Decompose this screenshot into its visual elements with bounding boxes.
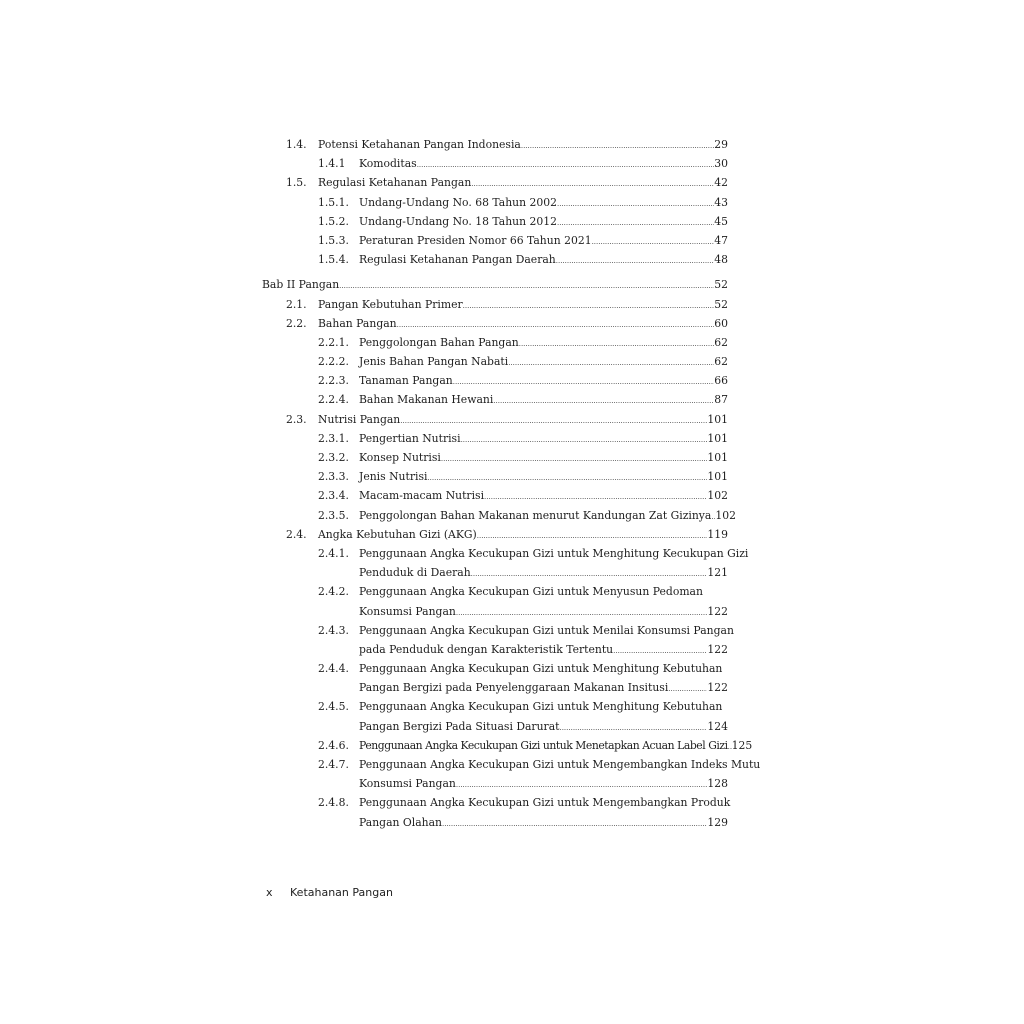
toc-entry-continuation (262, 717, 728, 736)
toc-entry-number: 1.4. (286, 138, 307, 151)
toc-entry-title: Bab II Pangan (262, 278, 340, 292)
toc-entry-page: 102 (715, 508, 736, 522)
dot-leader (559, 717, 707, 738)
toc-entry-page: 121 (707, 566, 728, 580)
toc-entry-number: 2.4.3. (318, 623, 349, 637)
toc-entry-number: 2.2.1. (318, 335, 349, 349)
toc-entry (262, 467, 728, 486)
toc-entry-page: 42 (714, 176, 728, 190)
toc-entry-page: 29 (714, 138, 728, 151)
toc-entry (262, 448, 728, 467)
toc-entry-page: 60 (714, 316, 728, 330)
toc-entry-number: 2.4.2. (318, 585, 349, 599)
toc-entry-title: Pangan Kebutuhan Primer (318, 297, 463, 311)
toc-entry-page: 122 (707, 604, 728, 618)
toc-entry-number: 2.3.2. (318, 451, 349, 464)
toc-entry-number: 2.2.2. (318, 355, 349, 369)
toc-entry-number: 2.4.8. (318, 796, 349, 810)
toc-entry-title: Penggunaan Angka Kecukupan Gizi untuk Menilai Konsumsi Pangan (359, 623, 734, 637)
toc-entry-title: Nutrisi Pangan (318, 412, 401, 426)
dot-leader (339, 275, 714, 296)
toc-entry (262, 621, 734, 640)
toc-entry (262, 212, 728, 231)
toc-entry-title: Penggunaan Angka Kecukupan Gizi untuk Mengembangkan Indeks Mutu (359, 758, 761, 771)
toc-entry-title: Bahan Pangan (318, 316, 397, 330)
toc-entry-number: 2.4.4. (318, 662, 349, 676)
toc-entry (262, 544, 749, 563)
toc-entry-title: Regulasi Ketahanan Pangan Daerah (359, 253, 556, 267)
dot-leader (453, 371, 715, 392)
toc-entry-title: Regulasi Ketahanan Pangan (318, 176, 472, 190)
toc-entry-page: 47 (714, 233, 728, 247)
dot-leader (613, 640, 707, 661)
book-title: Ketahanan Pangan (290, 886, 393, 899)
dot-leader (400, 410, 707, 431)
dot-leader (477, 525, 708, 546)
toc-entry-number: 2.4.1. (318, 546, 349, 560)
toc-entry-title: Penggunaan Angka Kecukupan Gizi untuk Menghitung Kebutuhan (359, 700, 723, 714)
toc-entry-number: 2.3. (286, 412, 307, 426)
toc-entry-title-continued: Pangan Bergizi pada Penyelenggaraan Makanan Insitusi (359, 681, 669, 695)
toc-entry-title: Potensi Ketahanan Pangan Indonesia (318, 138, 521, 151)
toc-entry-continuation (262, 678, 728, 697)
toc-entry-page: 101 (707, 412, 728, 426)
toc-entry-title: Komoditas (359, 157, 417, 171)
toc-entry-title: Penggunaan Angka Kecukupan Gizi untuk Menghitung Kecukupan Gizi (359, 546, 749, 560)
toc-entry-continuation (262, 813, 728, 832)
toc-entry (262, 295, 728, 314)
toc-entry-title: Jenis Nutrisi (359, 470, 428, 484)
toc-entry-title-continued: Penduduk di Daerah (359, 566, 471, 580)
toc-entry-title: Penggunaan Angka Kecukupan Gizi untuk Menghitung Kebutuhan (359, 662, 723, 676)
dot-leader (442, 813, 707, 834)
toc-entry-number: 2.4.5. (318, 700, 349, 714)
toc-entry (262, 793, 731, 812)
toc-entry-title: Undang-Undang No. 18 Tahun 2012 (359, 214, 557, 228)
toc-entry-page: 62 (714, 355, 728, 369)
toc-entry-title-continued: Konsumsi Pangan (359, 604, 456, 618)
table-of-contents (262, 135, 761, 832)
toc-entry (262, 173, 728, 192)
toc-entry (262, 275, 728, 294)
dot-leader (521, 135, 714, 156)
toc-entry-page: 30 (714, 157, 728, 171)
toc-entry (262, 314, 728, 333)
toc-entry (262, 154, 728, 173)
toc-entry-continuation (262, 563, 728, 582)
toc-entry-number: 1.5.2. (318, 214, 349, 228)
toc-entry-number: 2.4. (286, 527, 307, 541)
toc-entry-page: 125 (731, 738, 753, 752)
toc-entry-page: 122 (707, 681, 728, 695)
dot-leader (493, 390, 714, 411)
toc-entry (262, 755, 761, 774)
dot-leader (456, 774, 708, 795)
toc-entry (262, 697, 728, 716)
toc-entry-number: 1.4.1 (318, 157, 346, 171)
toc-entry (262, 352, 728, 371)
toc-entry (262, 582, 728, 601)
dot-leader (668, 678, 707, 699)
toc-entry-number: 2.3.1. (318, 431, 349, 445)
toc-entry (262, 333, 728, 352)
toc-entry (262, 506, 736, 525)
toc-entry-page: 101 (707, 451, 728, 464)
toc-entry-number: 1.5.4. (318, 253, 349, 267)
toc-entry-page: 52 (714, 278, 728, 292)
dot-leader (463, 295, 715, 316)
toc-entry-title-continued: Pangan Bergizi Pada Situasi Darurat (359, 719, 560, 733)
toc-entry-page: 48 (714, 253, 728, 267)
toc-entry-title-continued: Konsumsi Pangan (359, 777, 456, 791)
toc-entry (262, 371, 728, 390)
toc-entry-title: Penggolongan Bahan Makanan menurut Kandungan Zat Gizinya (359, 508, 712, 522)
toc-entry (262, 736, 753, 755)
dot-leader (427, 467, 707, 488)
toc-entry-number: 2.3.5. (318, 508, 349, 522)
toc-entry-title: Jenis Bahan Pangan Nabati (359, 355, 509, 369)
toc-entry-page: 66 (714, 374, 728, 388)
toc-entry (262, 525, 728, 544)
dot-leader (519, 333, 715, 354)
toc-entry-number: 1.5.1. (318, 195, 349, 209)
toc-entry-title-continued: pada Penduduk dengan Karakteristik Tertentu (359, 642, 614, 656)
toc-entry-title: Macam-macam Nutrisi (359, 489, 485, 503)
toc-entry-title: Penggolongan Bahan Pangan (359, 335, 519, 349)
toc-entry-page: 52 (714, 297, 728, 311)
dot-leader (557, 193, 714, 214)
toc-entry-title-continued: Pangan Olahan (359, 815, 442, 829)
toc-entry (262, 250, 728, 269)
dot-leader (397, 314, 715, 335)
toc-entry-page: 128 (707, 777, 728, 791)
toc-entry-continuation (262, 774, 728, 793)
dot-leader (417, 154, 715, 175)
toc-entry-title: Konsep Nutrisi (359, 451, 441, 464)
page-number: x (266, 886, 273, 899)
toc-entry-number: 2.3.4. (318, 489, 349, 503)
toc-entry-title: Peraturan Presiden Nomor 66 Tahun 2021 (359, 233, 592, 247)
dot-leader (456, 602, 708, 623)
page-footer (266, 886, 393, 899)
toc-entry-number: 2.4.7. (318, 758, 349, 771)
toc-entry-title: Penggunaan Angka Kecukupan Gizi untuk Mengembangkan Produk (359, 796, 731, 810)
toc-entry (262, 429, 728, 448)
toc-entry-continuation (262, 640, 728, 659)
toc-entry-number: 2.2.3. (318, 374, 349, 388)
toc-entry (262, 486, 728, 505)
toc-entry-title: Penggunaan Angka Kecukupan Gizi untuk Menetapkan Acuan Label Gizi (359, 738, 728, 752)
toc-entry-number: 2.1. (286, 297, 307, 311)
toc-entry-title: Angka Kebutuhan Gizi (AKG) (318, 527, 477, 541)
dot-leader (508, 352, 714, 373)
toc-entry-page: 87 (714, 393, 728, 407)
toc-entry-number: 2.2.4. (318, 393, 349, 407)
toc-entry-page: 101 (707, 431, 728, 445)
toc-entry-page: 122 (707, 642, 728, 656)
toc-entry (262, 231, 728, 250)
toc-entry (262, 135, 728, 154)
toc-entry-number: 1.5.3. (318, 233, 349, 247)
toc-entry-page: 62 (714, 335, 728, 349)
dot-leader (441, 448, 708, 469)
toc-entry-continuation (262, 602, 728, 621)
toc-entry (262, 193, 728, 212)
toc-entry-number: 2.3.3. (318, 470, 349, 484)
dot-leader (557, 212, 714, 233)
dot-leader (556, 250, 715, 271)
toc-entry-number: 2.4.6. (318, 738, 349, 752)
toc-entry-title: Tanaman Pangan (359, 374, 453, 388)
toc-entry-title: Bahan Makanan Hewani (359, 393, 494, 407)
toc-entry-page: 119 (707, 527, 728, 541)
toc-entry (262, 390, 728, 409)
toc-entry-page: 102 (707, 489, 728, 503)
dot-leader (471, 563, 708, 584)
toc-entry (262, 410, 728, 429)
dot-leader (484, 486, 707, 507)
toc-entry (262, 659, 728, 678)
dot-leader (471, 173, 714, 194)
toc-entry-title: Undang-Undang No. 68 Tahun 2002 (359, 195, 557, 209)
dot-leader (592, 231, 715, 252)
toc-entry-page: 45 (714, 214, 728, 228)
dot-leader (461, 429, 708, 450)
toc-entry-title: Penggunaan Angka Kecukupan Gizi untuk Menyusun Pedoman (359, 585, 703, 599)
toc-entry-title: Pengertian Nutrisi (359, 431, 461, 445)
toc-entry-page: 124 (707, 719, 728, 733)
toc-entry-number: 1.5. (286, 176, 307, 190)
toc-entry-number: 2.2. (286, 316, 307, 330)
toc-entry-page: 43 (714, 195, 728, 209)
toc-entry-page: 129 (707, 815, 728, 829)
toc-entry-page: 101 (707, 470, 728, 484)
